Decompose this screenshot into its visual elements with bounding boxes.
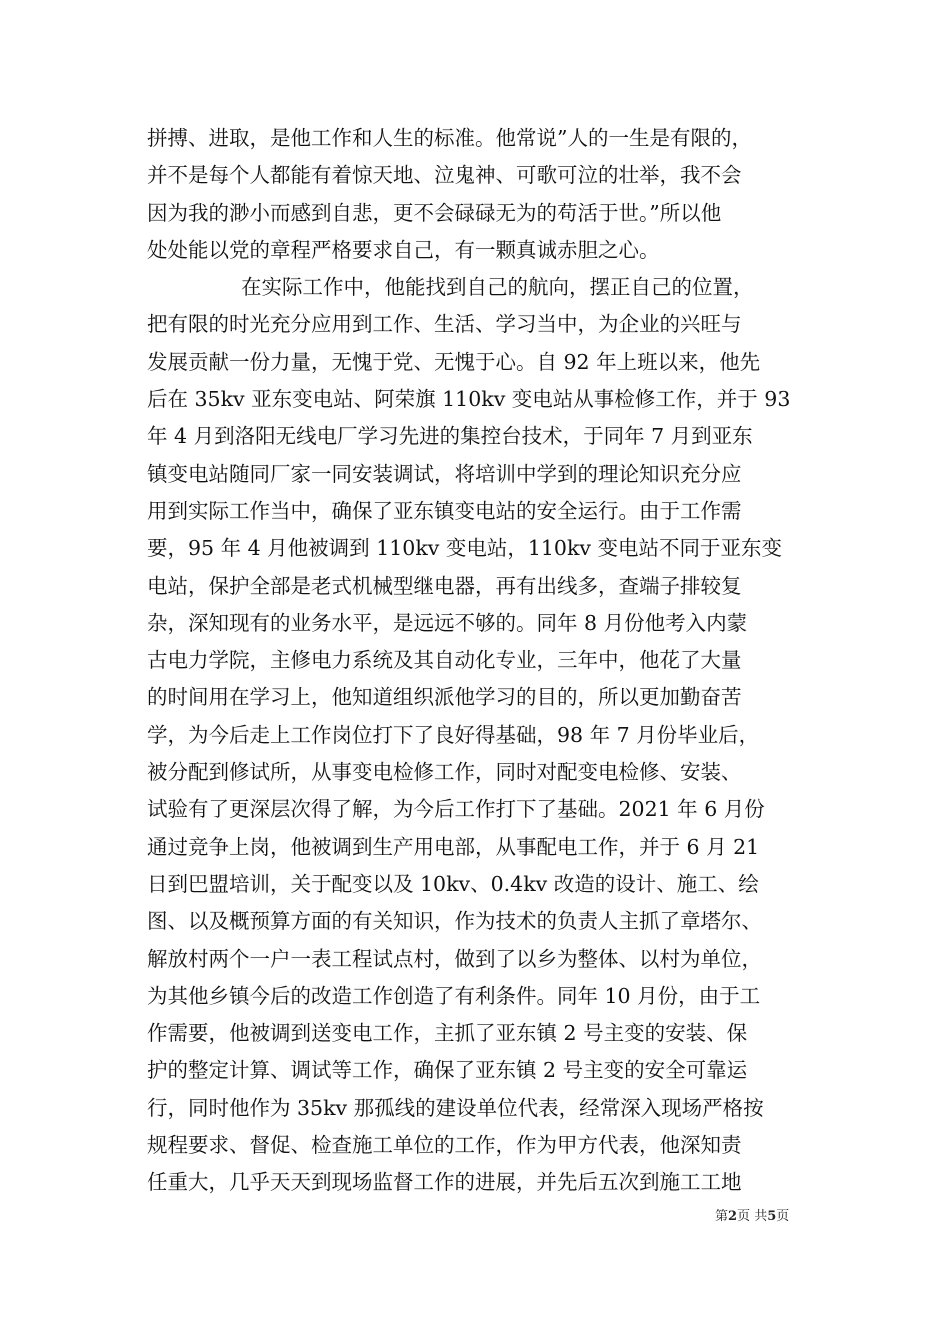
text-line: 作需要，他被调到送变电工作，主抓了亚东镇 2 号主变的安装、保 <box>147 1021 748 1046</box>
text-line: 因为我的渺小而感到自悲，更不会碌碌无为的苟活于世。”所以他 <box>147 200 722 225</box>
text-line: 电站，保护全部是老式机械型继电器，再有出线多，查端子排较复 <box>147 573 742 598</box>
text-line: 通过竞争上岗，他被调到生产用电部，从事配电工作，并于 6 月 21 <box>147 834 760 859</box>
body-text <box>147 120 807 1202</box>
text-line: 用到实际工作当中，确保了亚东镇变电站的安全运行。由于工作需 <box>147 498 742 523</box>
text-line: 解放村两个一户一表工程试点村，做到了以乡为整体、以村为单位， <box>147 946 762 971</box>
footer-prefix: 第 <box>715 1209 729 1224</box>
paragraph-start-line: 在实际工作中，他能找到自己的航向，摆正自己的位置， <box>241 275 754 300</box>
text-line: 规程要求、督促、检查施工单位的工作，作为甲方代表，他深知责 <box>147 1133 742 1158</box>
text-line: 把有限的时光充分应用到工作、生活、学习当中，为企业的兴旺与 <box>147 312 742 337</box>
text-line: 发展贡献一份力量，无愧于党、无愧于心。自 92 年上班以来，他先 <box>147 349 761 374</box>
text-line: 的时间用在学习上，他知道组织派他学习的目的，所以更加勤奋苦 <box>147 685 742 710</box>
text-line: 后在 35kv 亚东变电站、阿荣旗 110kv 变电站从事检修工作，并于 93 <box>147 387 791 412</box>
text-line: 并不是每个人都能有着惊天地、泣鬼神、可歌可泣的壮举，我不会 <box>147 163 742 188</box>
text-line: 学，为今后走上工作岗位打下了良好得基础，98 年 7 月份毕业后， <box>147 722 760 747</box>
text-line: 任重大，几乎天天到现场监督工作的进展，并先后五次到施工工地 <box>147 1170 742 1195</box>
footer-suffix: 页 <box>776 1209 790 1224</box>
text-line: 古电力学院，主修电力系统及其自动化专业，三年中，他花了大量 <box>147 648 742 673</box>
text-line: 要，95 年 4 月他被调到 110kv 变电站，110kv 变电站不同于亚东变 <box>147 536 782 561</box>
text-line: 处处能以党的章程严格要求自己，有一颗真诚赤胆之心。 <box>147 237 660 262</box>
text-line: 杂，深知现有的业务水平，是远远不够的。同年 8 月份他考入内蒙 <box>147 610 748 635</box>
text-line: 拼搏、进取，是他工作和人生的标准。他常说”人的一生是有限的， <box>147 126 752 150</box>
text-line: 图、以及概预算方面的有关知识，作为技术的负责人主抓了章塔尔、 <box>147 909 762 934</box>
footer-middle: 页 共 <box>737 1209 768 1224</box>
text-line: 行，同时他作为 35kv 那孤线的建设单位代表，经常深入现场严格按 <box>147 1095 764 1120</box>
text-line: 被分配到修试所，从事变电检修工作，同时对配变电检修、安装、 <box>147 760 742 785</box>
text-line: 日到巴盟培训，关于配变以及 10kv、0.4kv 改造的设计、施工、绘 <box>147 871 759 896</box>
text-line: 为其他乡镇今后的改造工作创造了有利条件。同年 10 月份，由于工 <box>147 983 761 1008</box>
page-number-footer <box>715 1205 789 1224</box>
text-line: 镇变电站随同厂家一同安装调试，将培训中学到的理论知识充分应 <box>147 461 742 486</box>
text-line: 试验有了更深层次得了解，为今后工作打下了基础。2021 年 6 月份 <box>147 797 765 822</box>
total-page-count: 5 <box>767 1209 777 1224</box>
text-line: 护的整定计算、调试等工作，确保了亚东镇 2 号主变的安全可靠运 <box>147 1058 748 1083</box>
current-page-number: 2 <box>728 1209 738 1224</box>
text-line: 年 4 月到洛阳无线电厂学习先进的集控台技术，于同年 7 月到亚东 <box>147 424 753 449</box>
